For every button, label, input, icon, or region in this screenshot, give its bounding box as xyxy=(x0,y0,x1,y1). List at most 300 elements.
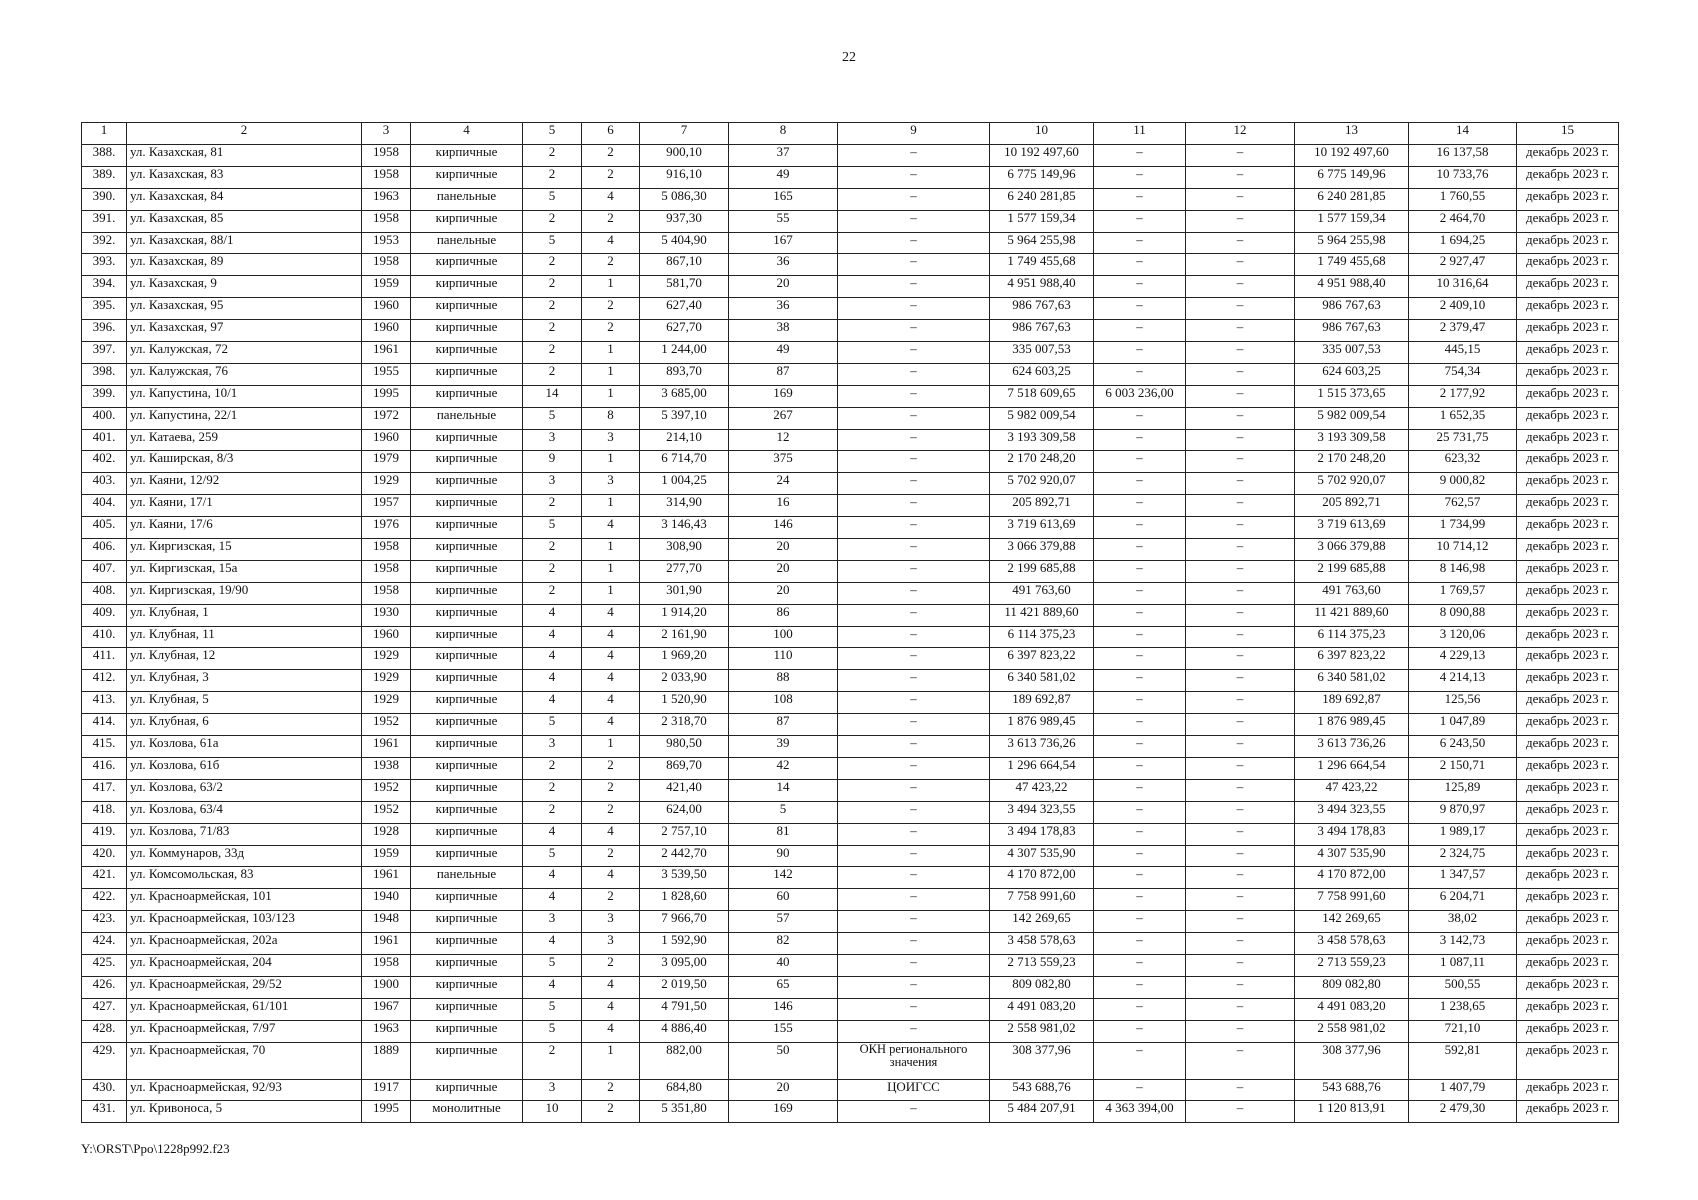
table-cell: декабрь 2023 г. xyxy=(1517,845,1619,867)
table-cell: 4 214,13 xyxy=(1409,670,1517,692)
table-cell: ул. Казахская, 97 xyxy=(127,320,362,342)
table-cell: 20 xyxy=(729,539,838,561)
table-cell: кирпичные xyxy=(411,495,523,517)
table-cell: – xyxy=(1186,188,1295,210)
table-cell: 4 xyxy=(523,626,582,648)
table-cell: 900,10 xyxy=(640,145,729,167)
table-cell: 49 xyxy=(729,166,838,188)
table-cell: 2 xyxy=(582,845,640,867)
table-cell: – xyxy=(838,451,990,473)
table-cell: – xyxy=(1186,145,1295,167)
table-cell: 3 193 309,58 xyxy=(1295,429,1409,451)
table-cell: декабрь 2023 г. xyxy=(1517,911,1619,933)
table-cell: ул. Козлова, 63/4 xyxy=(127,801,362,823)
table-row xyxy=(82,342,1619,364)
table-cell: 1 xyxy=(582,1042,640,1079)
table-cell: 2 170 248,20 xyxy=(1295,451,1409,473)
table-cell: 38 xyxy=(729,320,838,342)
table-row xyxy=(82,582,1619,604)
table-cell: 419. xyxy=(82,823,127,845)
table-cell: 1 515 373,65 xyxy=(1295,385,1409,407)
table-cell: – xyxy=(1094,232,1186,254)
table-cell: кирпичные xyxy=(411,998,523,1020)
table-cell: 408. xyxy=(82,582,127,604)
table-cell: 3 xyxy=(582,911,640,933)
table-cell: 4 xyxy=(523,933,582,955)
table-cell: 5 xyxy=(523,845,582,867)
table-cell: 1 087,11 xyxy=(1409,954,1517,976)
table-cell: 165 xyxy=(729,188,838,210)
table-cell: 100 xyxy=(729,626,838,648)
table-cell: декабрь 2023 г. xyxy=(1517,757,1619,779)
table-cell: 87 xyxy=(729,714,838,736)
table-cell: 4 491 083,20 xyxy=(990,998,1094,1020)
table-cell: – xyxy=(1094,911,1186,933)
table-cell: 986 767,63 xyxy=(990,320,1094,342)
table-cell: 169 xyxy=(729,1101,838,1123)
table-cell: 4 951 988,40 xyxy=(990,276,1094,298)
table-cell: 5 484 207,91 xyxy=(990,1101,1094,1123)
table-cell: ул. Киргизская, 15 xyxy=(127,539,362,561)
table-cell: 1930 xyxy=(362,604,411,626)
table-cell: 38,02 xyxy=(1409,911,1517,933)
table-cell: 1961 xyxy=(362,933,411,955)
table-row xyxy=(82,407,1619,429)
table-cell: 1 592,90 xyxy=(640,933,729,955)
table-cell: декабрь 2023 г. xyxy=(1517,1101,1619,1123)
table-cell: 3 539,50 xyxy=(640,867,729,889)
table-row xyxy=(82,714,1619,736)
table-cell: декабрь 2023 г. xyxy=(1517,823,1619,845)
table-cell: декабрь 2023 г. xyxy=(1517,954,1619,976)
table-cell: 2 xyxy=(582,145,640,167)
table-cell: кирпичные xyxy=(411,933,523,955)
table-row xyxy=(82,604,1619,626)
table-cell: 155 xyxy=(729,1020,838,1042)
table-row xyxy=(82,473,1619,495)
column-header: 14 xyxy=(1409,123,1517,145)
table-cell: декабрь 2023 г. xyxy=(1517,582,1619,604)
table-cell: ул. Киргизская, 19/90 xyxy=(127,582,362,604)
table-cell: 5 702 920,07 xyxy=(990,473,1094,495)
table-cell: 4 xyxy=(523,670,582,692)
table-cell: 205 892,71 xyxy=(1295,495,1409,517)
table-cell: 4 791,50 xyxy=(640,998,729,1020)
table-cell: ул. Казахская, 81 xyxy=(127,145,362,167)
table-cell: 1 989,17 xyxy=(1409,823,1517,845)
table-row xyxy=(82,823,1619,845)
table-cell: ул. Козлова, 71/83 xyxy=(127,823,362,845)
table-cell: ул. Каяни, 12/92 xyxy=(127,473,362,495)
table-cell: 169 xyxy=(729,385,838,407)
table-cell: 2 558 981,02 xyxy=(990,1020,1094,1042)
table-row xyxy=(82,166,1619,188)
table-cell: 2 713 559,23 xyxy=(1295,954,1409,976)
table-cell: декабрь 2023 г. xyxy=(1517,692,1619,714)
table-cell: 4 170 872,00 xyxy=(1295,867,1409,889)
table-cell: 3 494 323,55 xyxy=(990,801,1094,823)
table-cell: 1979 xyxy=(362,451,411,473)
table-cell: – xyxy=(838,188,990,210)
table-row xyxy=(82,385,1619,407)
table-cell: 394. xyxy=(82,276,127,298)
table-cell: 937,30 xyxy=(640,210,729,232)
table-cell: – xyxy=(1094,604,1186,626)
table-cell: 4 xyxy=(582,648,640,670)
column-header: 2 xyxy=(127,123,362,145)
table-cell: 3 719 613,69 xyxy=(1295,517,1409,539)
table-cell: – xyxy=(1094,429,1186,451)
table-cell: ОКН регионального значения xyxy=(838,1042,990,1079)
table-cell: ул. Каяни, 17/6 xyxy=(127,517,362,539)
table-row xyxy=(82,320,1619,342)
table-cell: 2 xyxy=(582,166,640,188)
table-cell: – xyxy=(1094,363,1186,385)
table-cell: 2 xyxy=(582,320,640,342)
table-cell: 2 xyxy=(582,254,640,276)
table-cell: 1 749 455,68 xyxy=(1295,254,1409,276)
table-cell: – xyxy=(1094,867,1186,889)
table-cell: – xyxy=(838,517,990,539)
table-cell: 420. xyxy=(82,845,127,867)
table-cell: 10 xyxy=(523,1101,582,1123)
table-cell: 1 xyxy=(582,560,640,582)
table-cell: 4 xyxy=(582,867,640,889)
table-cell: 36 xyxy=(729,298,838,320)
table-cell: 14 xyxy=(729,779,838,801)
table-cell: 16 xyxy=(729,495,838,517)
table-cell: – xyxy=(1094,889,1186,911)
table-cell: – xyxy=(1094,276,1186,298)
table-cell: кирпичные xyxy=(411,845,523,867)
table-cell: – xyxy=(838,145,990,167)
table-cell: 1948 xyxy=(362,911,411,933)
table-row xyxy=(82,429,1619,451)
table-cell: 9 xyxy=(523,451,582,473)
table-cell: кирпичные xyxy=(411,385,523,407)
table-cell: ул. Клубная, 3 xyxy=(127,670,362,692)
table-cell: 90 xyxy=(729,845,838,867)
table-cell: ул. Красноармейская, 204 xyxy=(127,954,362,976)
table-cell: – xyxy=(1186,757,1295,779)
table-cell: 406. xyxy=(82,539,127,561)
table-cell: кирпичные xyxy=(411,145,523,167)
table-cell: – xyxy=(1094,473,1186,495)
table-cell: 6 114 375,23 xyxy=(1295,626,1409,648)
table-cell: 5 xyxy=(523,714,582,736)
table-cell: 2 150,71 xyxy=(1409,757,1517,779)
table-row xyxy=(82,1079,1619,1101)
table-cell: 1 769,57 xyxy=(1409,582,1517,604)
table-cell: 2 927,47 xyxy=(1409,254,1517,276)
table-cell: 5 404,90 xyxy=(640,232,729,254)
table-cell: – xyxy=(1094,757,1186,779)
table-cell: – xyxy=(1186,889,1295,911)
table-cell: 2 xyxy=(582,1079,640,1101)
table-cell: 1 760,55 xyxy=(1409,188,1517,210)
table-cell: 2 xyxy=(523,363,582,385)
table-cell: 2 757,10 xyxy=(640,823,729,845)
table-cell: – xyxy=(838,320,990,342)
table-cell: 1972 xyxy=(362,407,411,429)
table-cell: кирпичные xyxy=(411,1020,523,1042)
table-cell: – xyxy=(1094,582,1186,604)
table-cell: 624 603,25 xyxy=(990,363,1094,385)
column-header: 8 xyxy=(729,123,838,145)
table-cell: 6 204,71 xyxy=(1409,889,1517,911)
table-cell: – xyxy=(1186,670,1295,692)
table-cell: 416. xyxy=(82,757,127,779)
table-cell: 1 734,99 xyxy=(1409,517,1517,539)
table-cell: – xyxy=(1094,451,1186,473)
table-cell: 6 243,50 xyxy=(1409,736,1517,758)
table-cell: 1 xyxy=(582,363,640,385)
table-cell: 1 876 989,45 xyxy=(990,714,1094,736)
table-cell: – xyxy=(1094,714,1186,736)
table-cell: – xyxy=(1094,933,1186,955)
table-cell: 2 409,10 xyxy=(1409,298,1517,320)
table-cell: 10 733,76 xyxy=(1409,166,1517,188)
table-cell: 40 xyxy=(729,954,838,976)
table-cell: кирпичные xyxy=(411,276,523,298)
table-cell: 1 577 159,34 xyxy=(990,210,1094,232)
table-cell: 3 066 379,88 xyxy=(990,539,1094,561)
table-row xyxy=(82,845,1619,867)
table-cell: 2 xyxy=(523,342,582,364)
table-cell: 6 240 281,85 xyxy=(990,188,1094,210)
table-cell: 7 758 991,60 xyxy=(1295,889,1409,911)
table-cell: 36 xyxy=(729,254,838,276)
table-cell: 5 982 009,54 xyxy=(990,407,1094,429)
column-header: 11 xyxy=(1094,123,1186,145)
table-cell: 2 xyxy=(523,801,582,823)
table-cell: 20 xyxy=(729,560,838,582)
table-cell: 1938 xyxy=(362,757,411,779)
table-cell: 1929 xyxy=(362,473,411,495)
table-cell: 1995 xyxy=(362,1101,411,1123)
table-cell: ул. Казахская, 84 xyxy=(127,188,362,210)
table-cell: – xyxy=(1186,210,1295,232)
table-cell: декабрь 2023 г. xyxy=(1517,736,1619,758)
table-cell: 445,15 xyxy=(1409,342,1517,364)
table-row xyxy=(82,232,1619,254)
table-cell: 4 xyxy=(523,976,582,998)
table-cell: 427. xyxy=(82,998,127,1020)
table-cell: 2 xyxy=(523,254,582,276)
table-cell: 431. xyxy=(82,1101,127,1123)
table-cell: кирпичные xyxy=(411,342,523,364)
table-row xyxy=(82,298,1619,320)
table-cell: 6 340 581,02 xyxy=(1295,670,1409,692)
table-cell: – xyxy=(1094,801,1186,823)
table-cell: 986 767,63 xyxy=(1295,298,1409,320)
table-cell: 308 377,96 xyxy=(990,1042,1094,1079)
table-cell: 2 xyxy=(523,560,582,582)
table-cell: кирпичные xyxy=(411,298,523,320)
column-header: 1 xyxy=(82,123,127,145)
table-cell: – xyxy=(1094,692,1186,714)
table-cell: – xyxy=(838,736,990,758)
table-cell: 5 xyxy=(523,517,582,539)
table-cell: 1 828,60 xyxy=(640,889,729,911)
table-cell: декабрь 2023 г. xyxy=(1517,429,1619,451)
table-cell: декабрь 2023 г. xyxy=(1517,517,1619,539)
table-cell: ул. Козлова, 61б xyxy=(127,757,362,779)
table-cell: 1 347,57 xyxy=(1409,867,1517,889)
table-cell: – xyxy=(1186,320,1295,342)
table-cell: 4 xyxy=(523,867,582,889)
table-cell: – xyxy=(1094,779,1186,801)
table-cell: 3 613 736,26 xyxy=(990,736,1094,758)
table-cell: 3 142,73 xyxy=(1409,933,1517,955)
table-cell: кирпичные xyxy=(411,626,523,648)
table-cell: – xyxy=(838,867,990,889)
table-cell: 308 377,96 xyxy=(1295,1042,1409,1079)
table-cell: 581,70 xyxy=(640,276,729,298)
table-cell: – xyxy=(1094,998,1186,1020)
table-cell: 1958 xyxy=(362,254,411,276)
table-cell: 1953 xyxy=(362,232,411,254)
table-cell: ул. Киргизская, 15а xyxy=(127,560,362,582)
table-cell: 3 xyxy=(523,911,582,933)
table-cell: – xyxy=(838,692,990,714)
table-cell: 1 969,20 xyxy=(640,648,729,670)
column-header: 9 xyxy=(838,123,990,145)
table-row xyxy=(82,145,1619,167)
table-cell: 189 692,87 xyxy=(990,692,1094,714)
table-row xyxy=(82,1020,1619,1042)
table-cell: ул. Красноармейская, 103/123 xyxy=(127,911,362,933)
table-cell: 762,57 xyxy=(1409,495,1517,517)
table-cell: декабрь 2023 г. xyxy=(1517,1020,1619,1042)
table-cell: декабрь 2023 г. xyxy=(1517,385,1619,407)
table-cell: 400. xyxy=(82,407,127,429)
table-cell: панельные xyxy=(411,867,523,889)
table-cell: 627,40 xyxy=(640,298,729,320)
table-cell: 1889 xyxy=(362,1042,411,1079)
table-cell: 2 xyxy=(523,582,582,604)
table-cell: – xyxy=(1186,407,1295,429)
table-cell: декабрь 2023 г. xyxy=(1517,495,1619,517)
table-cell: 2 xyxy=(523,757,582,779)
table-cell: – xyxy=(1186,582,1295,604)
table-cell: 9 870,97 xyxy=(1409,801,1517,823)
table-cell: 3 xyxy=(523,1079,582,1101)
table-cell: 4 307 535,90 xyxy=(1295,845,1409,867)
table-cell: 2 xyxy=(523,145,582,167)
table-cell: 2 xyxy=(523,320,582,342)
table-cell: 3 xyxy=(523,736,582,758)
table-row xyxy=(82,911,1619,933)
table-cell: – xyxy=(1186,692,1295,714)
table-cell: декабрь 2023 г. xyxy=(1517,779,1619,801)
table-cell: – xyxy=(1186,276,1295,298)
table-cell: 142 269,65 xyxy=(990,911,1094,933)
table-cell: – xyxy=(838,670,990,692)
table-cell: 1961 xyxy=(362,736,411,758)
table-cell: 397. xyxy=(82,342,127,364)
table-cell: 2 177,92 xyxy=(1409,385,1517,407)
table-cell: – xyxy=(1186,473,1295,495)
table-row xyxy=(82,648,1619,670)
table-cell: 267 xyxy=(729,407,838,429)
table-cell: 4 xyxy=(523,823,582,845)
table-cell: кирпичные xyxy=(411,473,523,495)
table-cell: 3 xyxy=(582,473,640,495)
table-cell: 4 xyxy=(523,648,582,670)
table-cell: 301,90 xyxy=(640,582,729,604)
table-cell: декабрь 2023 г. xyxy=(1517,320,1619,342)
table-cell: 425. xyxy=(82,954,127,976)
table-cell: кирпичные xyxy=(411,210,523,232)
table-cell: 754,34 xyxy=(1409,363,1517,385)
table-cell: 14 xyxy=(523,385,582,407)
table-cell: 5 xyxy=(523,407,582,429)
table-cell: 375 xyxy=(729,451,838,473)
table-cell: – xyxy=(1094,626,1186,648)
table-cell: 388. xyxy=(82,145,127,167)
table-cell: 214,10 xyxy=(640,429,729,451)
table-cell: 5 xyxy=(523,998,582,1020)
table-cell: 5 xyxy=(523,954,582,976)
table-cell: декабрь 2023 г. xyxy=(1517,188,1619,210)
table-cell: 882,00 xyxy=(640,1042,729,1079)
table-cell: кирпичные xyxy=(411,779,523,801)
table-cell: 624 603,25 xyxy=(1295,363,1409,385)
table-cell: 623,32 xyxy=(1409,451,1517,473)
table-cell: 2 324,75 xyxy=(1409,845,1517,867)
table-cell: 82 xyxy=(729,933,838,955)
table-cell: 5 397,10 xyxy=(640,407,729,429)
table-cell: – xyxy=(1186,998,1295,1020)
table-cell: 125,89 xyxy=(1409,779,1517,801)
table-cell: – xyxy=(1186,451,1295,473)
table-cell: кирпичные xyxy=(411,166,523,188)
table-cell: 4 886,40 xyxy=(640,1020,729,1042)
table-cell: 335 007,53 xyxy=(1295,342,1409,364)
table-cell: 5 702 920,07 xyxy=(1295,473,1409,495)
table-cell: – xyxy=(838,560,990,582)
table-cell: панельные xyxy=(411,188,523,210)
table-cell: – xyxy=(1186,626,1295,648)
table-cell: 2 xyxy=(523,276,582,298)
table-cell: ул. Казахская, 89 xyxy=(127,254,362,276)
table-cell: панельные xyxy=(411,232,523,254)
table-cell: 108 xyxy=(729,692,838,714)
table-cell: кирпичные xyxy=(411,582,523,604)
table-cell: – xyxy=(838,911,990,933)
table-cell: 402. xyxy=(82,451,127,473)
table-cell: декабрь 2023 г. xyxy=(1517,342,1619,364)
table-cell: ул. Калужская, 76 xyxy=(127,363,362,385)
table-cell: 1 876 989,45 xyxy=(1295,714,1409,736)
table-cell: 1929 xyxy=(362,670,411,692)
table-cell: декабрь 2023 г. xyxy=(1517,298,1619,320)
table-cell: 3 095,00 xyxy=(640,954,729,976)
table-cell: – xyxy=(838,342,990,364)
table-cell: 405. xyxy=(82,517,127,539)
table-cell: 1 694,25 xyxy=(1409,232,1517,254)
table-cell: 4 xyxy=(523,604,582,626)
table-cell: 391. xyxy=(82,210,127,232)
table-cell: – xyxy=(838,473,990,495)
table-cell: 592,81 xyxy=(1409,1042,1517,1079)
table-cell: 12 xyxy=(729,429,838,451)
table-cell: 1952 xyxy=(362,779,411,801)
table-cell: – xyxy=(838,714,990,736)
table-cell: кирпичные xyxy=(411,517,523,539)
table-cell: 1 xyxy=(582,276,640,298)
